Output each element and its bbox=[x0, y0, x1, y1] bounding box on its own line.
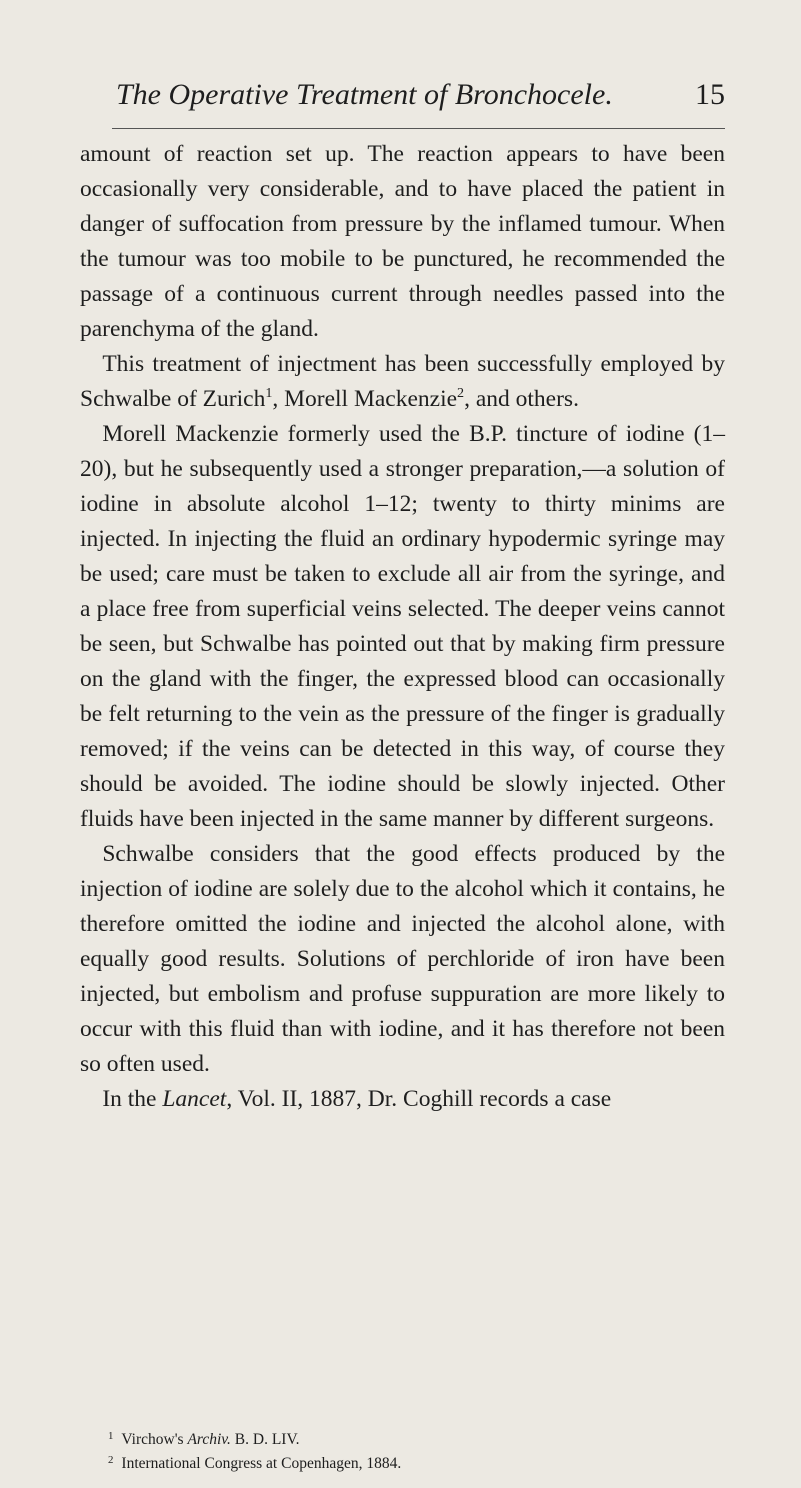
paragraph bbox=[80, 417, 725, 837]
italic-text: Archiv. bbox=[187, 1430, 231, 1448]
text-run: This treatment of injectment has been successfully employed by Schwalbe of Zurich bbox=[80, 351, 725, 412]
text-run: Schwalbe considers that the good effects produced by the injection of iodine are solely due to the alcohol which it contains, he therefore omitted the iodine and injected the alcohol alone, with equally good results. Solutions of perchloride of iron have been injected, but embolism and profuse suppuration are more likely to occur with this fluid than with iodine, and it has therefore not been so often used. bbox=[80, 841, 725, 1077]
footnote-mark: 1 bbox=[108, 1430, 114, 1442]
footnote-reference: 1 bbox=[265, 384, 273, 401]
footnotes bbox=[108, 1426, 725, 1474]
footnote-reference: 2 bbox=[457, 384, 465, 401]
paragraph bbox=[80, 347, 725, 417]
text-run: Morell Mackenzie formerly used the B.P. tincture of iodine (1–20), but he subsequently used a stronger preparation,—a solution of iodine in absolute alcohol 1–12; twenty to thirty minims are injected. In injecting the fluid an ordinary hypodermic syringe may be used; care must be taken to exclude all air from the syringe, and a place free from superficial veins selected. The deeper veins cannot be seen, but Schwalbe has pointed out that by making firm pressure on the gland with the finger, the expressed blood can occasionally be felt returning to the vein as the pressure of the finger is gradually removed; if the veins can be detected in this way, of course they should be avoided. The iodine should be slowly injected. Other fluids have been injected in the same manner by different surgeons. bbox=[80, 421, 725, 832]
text-run: , Morell Mackenzie bbox=[272, 386, 458, 412]
header-rule bbox=[112, 128, 725, 129]
page-number: 15 bbox=[695, 78, 725, 111]
text-run: International Congress at Copenhagen, 1884. bbox=[121, 1454, 402, 1472]
text-run: B. D. LIV. bbox=[230, 1430, 300, 1448]
text-run: Virchow's bbox=[121, 1430, 188, 1448]
paragraph bbox=[80, 1082, 725, 1117]
footnote bbox=[108, 1450, 725, 1474]
text-run: In the bbox=[102, 1086, 163, 1112]
paragraph bbox=[80, 137, 725, 347]
italic-text: Lancet bbox=[162, 1086, 227, 1112]
paragraph bbox=[80, 837, 725, 1082]
body-text bbox=[80, 137, 725, 1117]
text-run: , and others. bbox=[464, 386, 579, 412]
running-title: The Operative Treatment of Bronchocele. bbox=[116, 78, 613, 111]
footnote bbox=[108, 1426, 725, 1450]
footnote-mark: 2 bbox=[108, 1453, 114, 1466]
running-head bbox=[110, 78, 725, 122]
text-run: , Vol. II, 1887, Dr. Coghill records a case bbox=[226, 1086, 612, 1112]
text-run: amount of reaction set up. The reaction appears to have been occasionally very considerable, and to have placed the patient in danger of suffocation from pressure by the inflamed tumour. When the tumour was too mobile to be punctured, he recommended the passage of a continuous current through needles passed into the parenchyma of the gland. bbox=[80, 141, 725, 342]
